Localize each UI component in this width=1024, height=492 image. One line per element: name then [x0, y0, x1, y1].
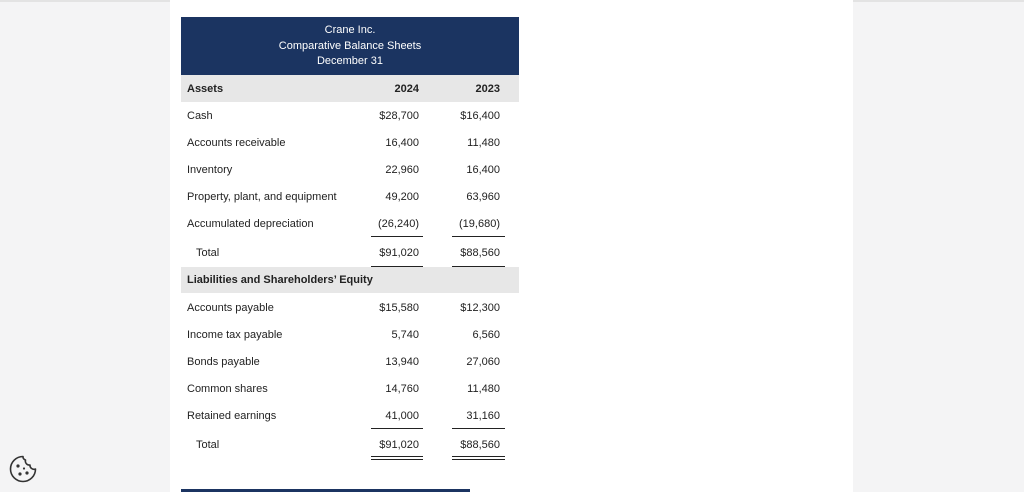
value-2023: 11,480	[467, 137, 500, 149]
total-label: Total	[196, 247, 220, 259]
assets-heading-row	[181, 75, 519, 102]
value-2023: 6,560	[472, 329, 500, 341]
value-2024: $15,580	[379, 302, 419, 314]
value-2023: (19,680)	[459, 218, 500, 230]
row-label: Property, plant, and equipment	[187, 191, 337, 203]
table-row	[181, 102, 519, 129]
value-2024: 22,960	[385, 164, 419, 176]
table-row	[181, 156, 519, 183]
double-underline	[452, 459, 505, 460]
row-label: Cash	[187, 110, 213, 122]
liabilities-total-row	[181, 429, 519, 461]
total-2023: $88,560	[460, 247, 500, 259]
assets-total-row	[181, 237, 519, 267]
value-2024: 41,000	[385, 410, 419, 422]
total-2023: $88,560	[460, 439, 500, 451]
value-2024: (26,240)	[378, 218, 419, 230]
value-2023: $12,300	[460, 302, 500, 314]
value-2024: 5,740	[391, 329, 419, 341]
row-label: Accounts receivable	[187, 137, 286, 149]
value-2023: 11,480	[467, 383, 500, 395]
table-row	[181, 321, 519, 348]
total-2024: $91,020	[379, 247, 419, 259]
double-underline	[371, 459, 423, 460]
total-2024: $91,020	[379, 439, 419, 451]
row-label: Inventory	[187, 164, 233, 176]
table-row	[181, 129, 519, 156]
statement-title: Comparative Balance Sheets	[278, 39, 422, 52]
table-row	[181, 183, 519, 210]
total-label: Total	[196, 439, 220, 451]
value-2024: $28,700	[379, 110, 419, 122]
table-header	[181, 17, 519, 75]
row-label: Accumulated depreciation	[187, 218, 314, 230]
value-2024: 13,940	[385, 356, 419, 368]
value-2023: 63,960	[466, 191, 500, 203]
content-page	[170, 0, 853, 492]
liabilities-heading: Liabilities and Shareholders’ Equity	[187, 274, 373, 286]
row-label: Income tax payable	[187, 329, 283, 341]
value-2024: 14,760	[385, 383, 419, 395]
row-label: Accounts payable	[187, 302, 274, 314]
company-name: Crane Inc.	[324, 24, 376, 36]
table-row	[181, 402, 519, 429]
statement-date: December 31	[316, 55, 384, 67]
double-underline	[371, 456, 423, 457]
value-2023: 16,400	[466, 164, 500, 176]
value-2023: 31,160	[466, 410, 500, 422]
table-row	[181, 375, 519, 402]
col-2023-header: 2023	[475, 83, 500, 95]
liabilities-heading-row	[181, 267, 519, 293]
col-2024-header: 2024	[394, 83, 419, 95]
table-row	[181, 348, 519, 375]
balance-sheet-table	[181, 17, 519, 461]
table-row	[181, 210, 519, 237]
cookie-icon[interactable]	[8, 454, 38, 484]
value-2024: 49,200	[385, 191, 419, 203]
row-label: Retained earnings	[187, 410, 277, 422]
value-2024: 16,400	[385, 137, 419, 149]
double-underline	[452, 456, 505, 457]
assets-heading: Assets	[187, 83, 224, 95]
value-2023: $16,400	[460, 110, 500, 122]
table-row	[181, 293, 519, 321]
value-2023: 27,060	[466, 356, 500, 368]
row-label: Bonds payable	[187, 356, 260, 368]
row-label: Common shares	[187, 383, 268, 395]
